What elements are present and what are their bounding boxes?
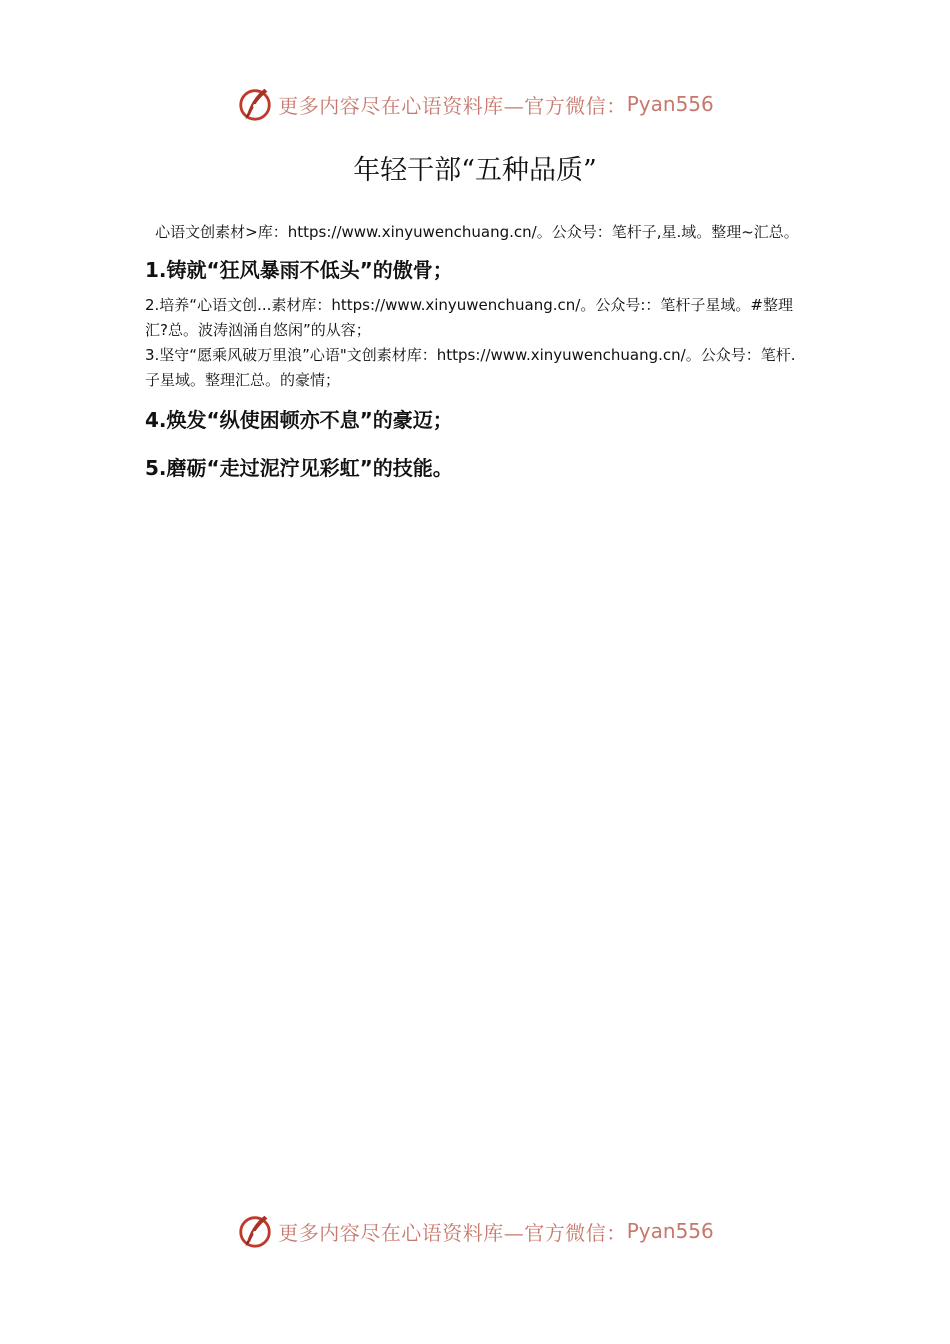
item-2-paragraph: 2.培养“心语文创...素材库：https://www.xinyuwenchuang.cn/。公众号:：笔杆子星域。#整理汇?总。波涛汹涌自悠闲”的从容； [145,296,793,339]
footer-banner-text: 更多内容尽在心语资料库—官方微信： [278,1220,627,1245]
footer-banner-wechat-handle: Pyan556 [626,1219,714,1243]
item-4-heading: 4.焕发“纵使困顿亦不息”的豪迈； [145,408,453,432]
document-title: 年轻干部“五种品质” [353,155,597,186]
item-3-paragraph: 3.坚守“愿乘风破万里浪”心语"文创素材库：https://www.xinyuwenchuang.cn/。公众号：笔杆.子星域。整理汇总。的豪情； [145,346,796,389]
banner-wechat-handle: Pyan556 [626,92,714,116]
intro-paragraph: 心语文创素材>库：https://www.xinyuwenchuang.cn/。公众号：笔杆子,星.域。整理~汇总。 [155,223,799,241]
quill-pen-logo-icon [236,85,274,123]
item-1-heading: 1.铸就“狂风暴雨不低头”的傲骨； [145,258,453,282]
document-body [145,220,809,491]
header-banner [0,84,950,124]
banner-text: 更多内容尽在心语资料库—官方微信： [278,93,627,118]
items-2-3-block [145,293,809,393]
footer-banner [0,1211,950,1251]
quill-pen-logo-icon [236,1212,274,1250]
item-5-heading: 5.磨砺“走过泥泞见彩虹”的技能。 [145,456,453,480]
